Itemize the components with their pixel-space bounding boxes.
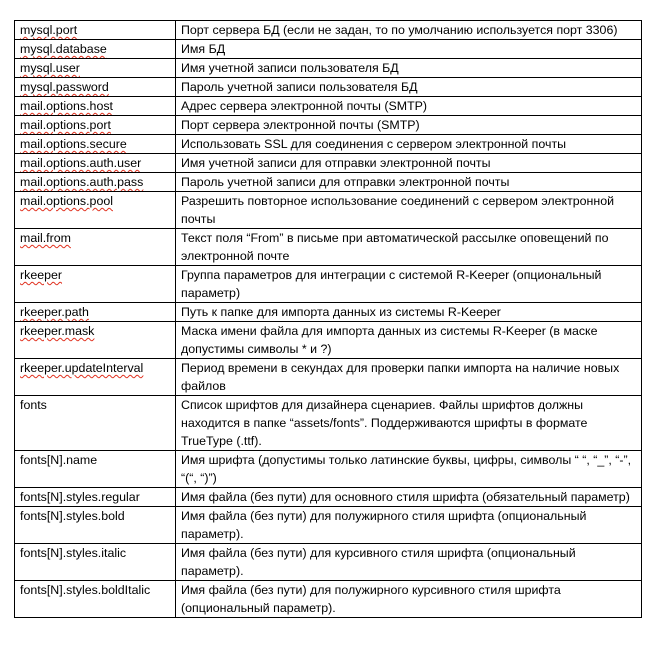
parameter-cell [15, 359, 176, 396]
parameter-cell [15, 135, 176, 154]
parameter-name: mail.from [20, 231, 71, 245]
parameter-cell [15, 21, 176, 40]
parameter-name: mysql.password [20, 80, 109, 94]
parameter-name: mail.options.secure [20, 137, 127, 151]
table-row [15, 21, 642, 40]
parameter-name: fonts [20, 398, 47, 412]
table-row [15, 192, 642, 229]
parameter-name: rkeeper.mask [20, 324, 95, 338]
table-row [15, 544, 642, 581]
parameter-name: rkeeper.path [20, 305, 89, 319]
parameter-name: fonts[N].name [20, 453, 98, 467]
table-row [15, 507, 642, 544]
parameter-name: rkeeper.updateInterval [20, 361, 144, 375]
table-row [15, 266, 642, 303]
description-cell: Пароль учетной записи для отправки электронной почты [176, 173, 642, 192]
table-row [15, 488, 642, 507]
config-parameters-table [14, 20, 642, 618]
table-row [15, 229, 642, 266]
description-cell: Текст поля “From” в письме при автоматической рассылке оповещений по электронной почте [176, 229, 642, 266]
parameter-cell [15, 78, 176, 97]
table-row [15, 359, 642, 396]
table-row [15, 322, 642, 359]
parameter-cell [15, 40, 176, 59]
parameter-cell [15, 322, 176, 359]
description-cell: Группа параметров для интеграции с системой R-Keeper (опциональный параметр) [176, 266, 642, 303]
parameter-name: rkeeper [20, 268, 63, 282]
parameter-name: mysql.port [20, 23, 78, 37]
description-cell: Порт сервера электронной почты (SMTP) [176, 116, 642, 135]
parameter-cell [15, 581, 176, 618]
parameter-cell [15, 488, 176, 507]
parameter-name: mail.options.port [20, 118, 111, 132]
parameter-cell [15, 192, 176, 229]
parameter-name: fonts[N].styles.boldItalic [20, 583, 151, 597]
table-row [15, 135, 642, 154]
parameter-cell [15, 451, 176, 488]
parameter-name: mysql.user [20, 61, 80, 75]
parameter-cell [15, 97, 176, 116]
description-cell: Имя шрифта (допустимы только латинские буквы, цифры, символы “ “, “_”, “-”, “(“, “)”) [176, 451, 642, 488]
parameter-cell [15, 154, 176, 173]
description-cell: Имя учетной записи пользователя БД [176, 59, 642, 78]
parameter-name: fonts[N].styles.regular [20, 490, 140, 504]
table-row [15, 451, 642, 488]
table-row [15, 581, 642, 618]
description-cell: Маска имени файла для импорта данных из системы R-Keeper (в маске допустимы символы * и ?) [176, 322, 642, 359]
parameter-name: mail.options.auth.user [20, 156, 142, 170]
table-row [15, 396, 642, 451]
parameter-name: mysql.database [20, 42, 107, 56]
table-row [15, 78, 642, 97]
parameter-cell [15, 507, 176, 544]
parameter-cell [15, 173, 176, 192]
table-row [15, 97, 642, 116]
parameter-cell [15, 266, 176, 303]
parameter-name: fonts[N].styles.bold [20, 509, 125, 523]
parameter-cell [15, 544, 176, 581]
description-cell: Имя файла (без пути) для курсивного стиля шрифта (опциональный параметр). [176, 544, 642, 581]
description-cell: Путь к папке для импорта данных из системы R-Keeper [176, 303, 642, 322]
description-cell: Имя файла (без пути) для основного стиля шрифта (обязательный параметр) [176, 488, 642, 507]
table-row [15, 173, 642, 192]
parameter-cell [15, 303, 176, 322]
description-cell: Имя файла (без пути) для полужирного курсивного стиля шрифта (опциональный параметр). [176, 581, 642, 618]
parameter-cell [15, 396, 176, 451]
parameter-name: mail.options.pool [20, 194, 113, 208]
parameter-name: mail.options.host [20, 99, 113, 113]
description-cell: Разрешить повторное использование соединений с сервером электронной почты [176, 192, 642, 229]
parameter-cell [15, 59, 176, 78]
description-cell: Период времени в секундах для проверки папки импорта на наличие новых файлов [176, 359, 642, 396]
parameter-cell [15, 116, 176, 135]
table-row [15, 303, 642, 322]
description-cell: Имя учетной записи для отправки электронной почты [176, 154, 642, 173]
parameter-cell [15, 229, 176, 266]
description-cell: Адрес сервера электронной почты (SMTP) [176, 97, 642, 116]
description-cell: Список шрифтов для дизайнера сценариев. Файлы шрифтов должны находится в папке “assets/fonts”. Поддерживаются шрифты в формате TrueType (.ttf). [176, 396, 642, 451]
description-cell: Пароль учетной записи пользователя БД [176, 78, 642, 97]
table-row [15, 59, 642, 78]
description-cell: Имя БД [176, 40, 642, 59]
description-cell: Имя файла (без пути) для полужирного стиля шрифта (опциональный параметр). [176, 507, 642, 544]
description-cell: Использовать SSL для соединения с сервером электронной почты [176, 135, 642, 154]
description-cell: Порт сервера БД (если не задан, то по умолчанию используется порт 3306) [176, 21, 642, 40]
table-body [15, 21, 642, 618]
table-row [15, 154, 642, 173]
table-row [15, 116, 642, 135]
parameter-name: fonts[N].styles.italic [20, 546, 127, 560]
table-row [15, 40, 642, 59]
parameter-name: mail.options.auth.pass [20, 175, 144, 189]
